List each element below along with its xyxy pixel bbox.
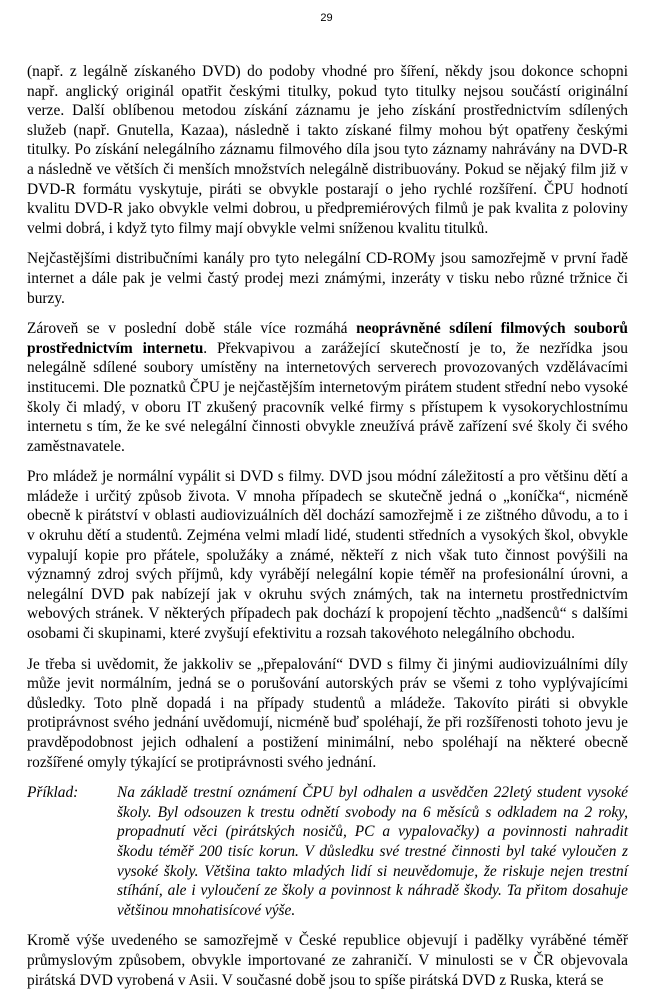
paragraph-4: Pro mládež je normální vypálit si DVD s filmy. DVD jsou módní záležitostí a pro většinu dětí a mládeže i určitý způsob života. V mnoha případech se skutečně jedná o „koníčka“, nicméně obecně k pirátství v oblasti audiovizuálních děl dochází samozřejmě i ze zištného důvodu, a to i v okruhu dětí a studentů. Zejména velmi mladí lidé, studenti středních a vysokých škol, obvykle vypalují kopie pro přátele, spolužáky a známé, někteří z nich však tuto činnost povýšili na významný zdroj svých příjmů, kdy vyrábějí nelegální kopie téměř na profesionální úrovni, a nelegální DVD pak nabízejí jak v okruhu svých známých, tak na internetu prostřednictvím webových stránek. V některých případech pak dochází k propojení těchto „nadšenců“ s dalšími osobami či skupinami, které zvyšují efektivitu a rozsah takovéhoto nelegálního obchodu. bbox=[27, 468, 628, 643]
page-number: 29 bbox=[320, 12, 333, 24]
paragraph-1: (např. z legálně získaného DVD) do podoby vhodné pro šíření, někdy jsou dokonce schopni např. anglický originál opatřit českými titulky, pokud tyto titulky nejsou součástí originální verze. Další oblíbenou metodou získání záznamu je jeho získání prostřednictvím sdílených služeb (např. Gnutella, Kazaa), následně i takto získané filmy mohou být opatřeny českými titulky. Po získání nelegálního záznamu filmového díla jsou tyto záznamy nahrávány na DVD-R a následně ve větších či menších množstvích nelegálně distribuovány. Pokud se nějaký film již v DVD-R formátu vyskytuje, piráti se obvykle postarají o jeho rychlé rozšíření. ČPU hodnotí kvalitu DVD-R jako obvykle velmi dobrou, u předpremiérových filmů je pak kvalita z poloviny velmi dobrá, i když tyto filmy mají obvykle velmi sníženou kvalitu titulků. bbox=[27, 63, 628, 237]
example-text: Na základě trestní oznámení ČPU byl odhalen a usvědčen 22letý student vysoké školy. Byl odsouzen k trestu odnětí svobody na 6 měsíců s odkladem na 2 roky, propadnutí věci (pirátských nosičů, PC a vypalovačky) a povinnosti nahradit škodu téměř 200 tisíc korun. V důsledku své trestné činnosti byl také vyloučen z vysoké školy. Většina takto mladých lidí si neuvědomuje, že riskuje nejen trestní stíhání, ale i vyloučení ze školy a povinnost k náhradě škody. Ta přitom dosahuje většinou mnohatisícové výše. bbox=[117, 784, 628, 919]
paragraph-5: Je třeba si uvědomit, že jakkoliv se „přepalování“ DVD s filmy či jinými audiovizuálními díly může jevit normálním, jedná se o porušování autorských práv se všemi z toho vyplývajícími důsledky. Toto plně dopadá i na případy studentů a mládeže. Takovíto piráti si obvykle protiprávnost svého jednání uvědomují, nicméně buď spoléhají, že při rozšířenosti tohoto jevu je pravděpodobnost jejich odhalení a postižení minimální, nebo spoléhají na některé obecně rozšířené omyly týkající se protiprávnosti svého jednání. bbox=[27, 655, 628, 771]
example-label: Příklad: bbox=[27, 784, 79, 802]
paragraph-3 bbox=[27, 319, 628, 456]
example-block bbox=[27, 783, 628, 920]
paragraph-3-start: Zároveň se v poslední době stále více rozmáhá bbox=[27, 320, 357, 338]
paragraph-2: Nejčastějšími distribučními kanály pro tyto nelegální CD-ROMy jsou samozřejmě v první řadě internet a dále pak je velmi častý prodej mezi známými, inzeráty v tisku nebo různé tržnice či burzy. bbox=[27, 250, 628, 307]
paragraph-3-bold-phrase: neoprávněné sdílení filmových souborů prostřednictvím internetu bbox=[27, 320, 628, 357]
page-body bbox=[27, 62, 628, 1001]
paragraph-final: Kromě výše uvedeného se samozřejmě v České republice objevují i padělky vyráběné téměř průmyslovým způsobem, obvykle importované ze zahraničí. V minulosti se v ČR objevovala pirátská DVD vyrobená v Asii. V současné době jsou to spíše pirátská DVD z Ruska, která se bbox=[27, 932, 628, 989]
paragraph-3-rest: . Překvapivou a zarážející skutečností je to, že nezřídka jsou nelegálně sdílené soubory umístěny na internetových serverech provozovaných vzdělávacími institucemi. Dle poznatků ČPU je nejčastějším internetovým pirátem student střední nebo vysoké školy či mladý, v oboru IT zkušený pracovník velké firmy s přístupem k vysokorychlostnímu internetu s tím, že ke své nelegální činnosti obvykle zneužívá právě zařízení své školy či svého zaměstnavatele. bbox=[27, 339, 628, 455]
